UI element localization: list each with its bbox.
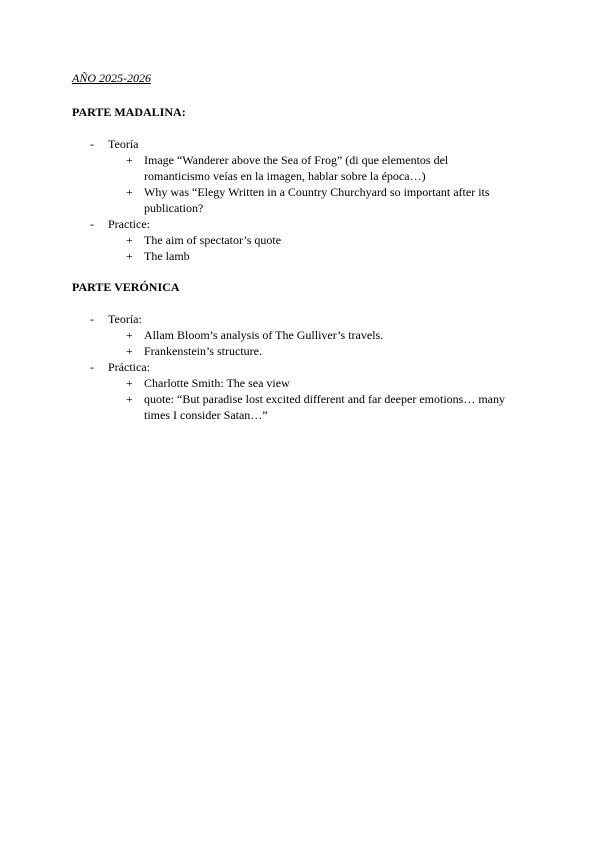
item-text: Allam Bloom’s analysis of The Gulliver’s travels.	[144, 328, 384, 342]
document-year-heading: AÑO 2025-2026	[72, 71, 151, 85]
plus-bullet: +	[126, 185, 133, 199]
plus-bullet: +	[126, 392, 133, 406]
item-text: Charlotte Smith: The sea view	[144, 376, 290, 390]
group-label: Teoría:	[108, 312, 142, 326]
plus-bullet: +	[126, 344, 133, 358]
item-text: The lamb	[144, 249, 190, 263]
plus-bullet: +	[126, 153, 133, 167]
plus-bullet: +	[126, 328, 133, 342]
item-text: Why was “Elegy Written in a Country Churchyard so important after its publication?	[144, 185, 490, 215]
group-label: Practice:	[108, 217, 150, 231]
item-text: The aim of spectator’s quote	[144, 233, 282, 247]
section-heading-madalina: PARTE MADALINA:	[72, 105, 186, 119]
group-label: Teoría	[108, 137, 139, 151]
plus-bullet: +	[126, 249, 133, 263]
item-text: Image “Wanderer above the Sea of Frog” (di que elementos del romanticismo veías en la imagen, hablar sobre la época…)	[144, 153, 449, 183]
dash-bullet: -	[90, 217, 94, 231]
group-label: Práctica:	[108, 360, 150, 374]
dash-bullet: -	[90, 137, 94, 151]
dash-bullet: -	[90, 312, 94, 326]
section-heading-veronica: PARTE VERÓNICA	[72, 280, 180, 294]
plus-bullet: +	[126, 376, 133, 390]
item-text: Frankenstein’s structure.	[144, 344, 262, 358]
dash-bullet: -	[90, 360, 94, 374]
item-text: quote: “But paradise lost excited different and far deeper emotions… many times I consider Satan…”	[144, 392, 505, 422]
plus-bullet: +	[126, 233, 133, 247]
